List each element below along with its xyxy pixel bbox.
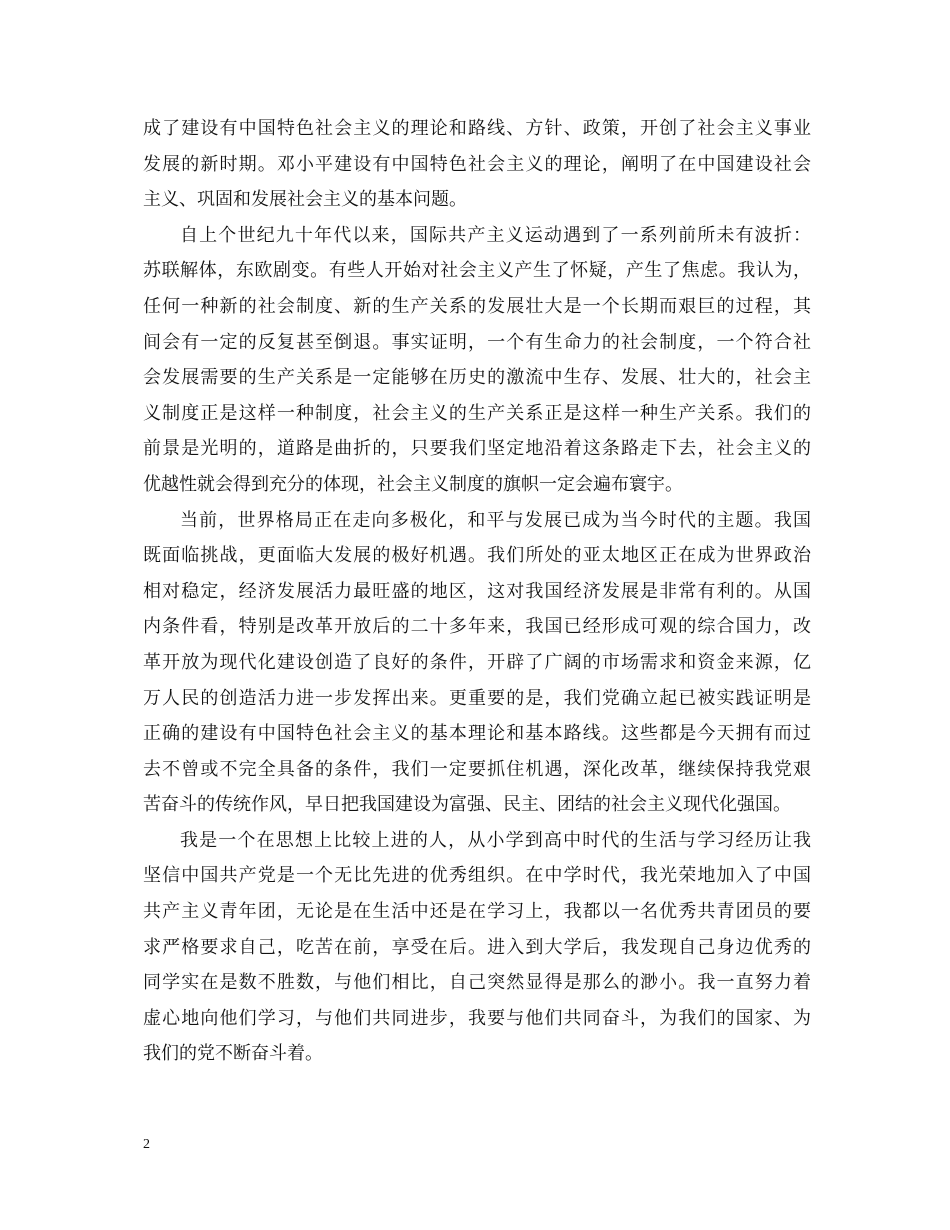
text-line: 虚心地向他们学习，与他们共同进步，我要与他们共同奋斗，为我们的国家、为 [143,1007,811,1029]
text-line: 优越性就会得到充分的体现，社会主义制度的旗帜一定会遍布寰宇。 [143,473,683,495]
text-line: 发展的新时期。邓小平建设有中国特色社会主义的理论，阐明了在中国建设社会 [143,153,811,175]
text-line: 前景是光明的，道路是曲折的，只要我们坚定地沿着这条路走下去，社会主义的 [143,438,811,460]
text-line: 任何一种新的社会制度、新的生产关系的发展壮大是一个长期而艰巨的过程，其 [143,295,811,317]
text-line: 正确的建设有中国特色社会主义的基本理论和基本路线。这些都是今天拥有而过 [143,723,811,745]
document-body [143,111,811,1072]
text-line: 主义、巩固和发展社会主义的基本问题。 [143,189,467,211]
text-line: 内条件看，特别是改革开放后的二十多年来，我国已经形成可观的综合国力，改 [143,616,811,638]
text-line: 万人民的创造活力进一步发挥出来。更重要的是，我们党确立起已被实践证明是 [143,687,811,709]
text-line: 间会有一定的反复甚至倒退。事实证明，一个有生命力的社会制度，一个符合社 [143,331,811,353]
text-line: 苏联解体，东欧剧变。有些人开始对社会主义产生了怀疑，产生了焦虑。我认为， [143,260,811,282]
text-line: 革开放为现代化建设创造了良好的条件，开辟了广阔的市场需求和资金来源，亿 [143,651,811,673]
text-line: 去不曾或不完全具备的条件，我们一定要抓住机遇，深化改革，继续保持我党艰 [143,758,811,780]
text-line: 求严格要求自己，吃苦在前，享受在后。进入到大学后，我发现自己身边优秀的 [143,936,811,958]
text-line: 会发展需要的生产关系是一定能够在历史的激流中生存、发展、壮大的，社会主 [143,367,811,389]
text-line: 自上个世纪九十年代以来，国际共产主义运动遇到了一系列前所未有波折： [180,224,811,246]
page-number: 2 [143,1137,150,1152]
text-line: 我是一个在思想上比较上进的人，从小学到高中时代的生活与学习经历让我 [180,829,811,851]
text-line: 既面临挑战，更面临大发展的极好机遇。我们所处的亚太地区正在成为世界政治 [143,545,811,567]
text-line: 苦奋斗的传统作风，早日把我国建设为富强、民主、团结的社会主义现代化强国。 [143,794,791,816]
text-line: 坚信中国共产党是一个无比先进的优秀组织。在中学时代，我光荣地加入了中国 [143,865,811,887]
text-line: 同学实在是数不胜数，与他们相比，自己突然显得是那么的渺小。我一直努力着 [143,972,811,994]
text-line: 成了建设有中国特色社会主义的理论和路线、方针、政策，开创了社会主义事业 [143,118,811,139]
text-line: 义制度正是这样一种制度，社会主义的生产关系正是这样一种生产关系。我们的 [143,402,811,424]
text-line: 相对稳定，经济发展活力最旺盛的地区，这对我国经济发展是非常有利的。从国 [143,580,811,602]
text-line: 我们的党不断奋斗着。 [143,1043,323,1065]
text-line: 当前，世界格局正在走向多极化，和平与发展已成为当今时代的主题。我国 [180,509,811,531]
text-line: 共产主义青年团，无论是在生活中还是在学习上，我都以一名优秀共青团员的要 [143,901,811,923]
